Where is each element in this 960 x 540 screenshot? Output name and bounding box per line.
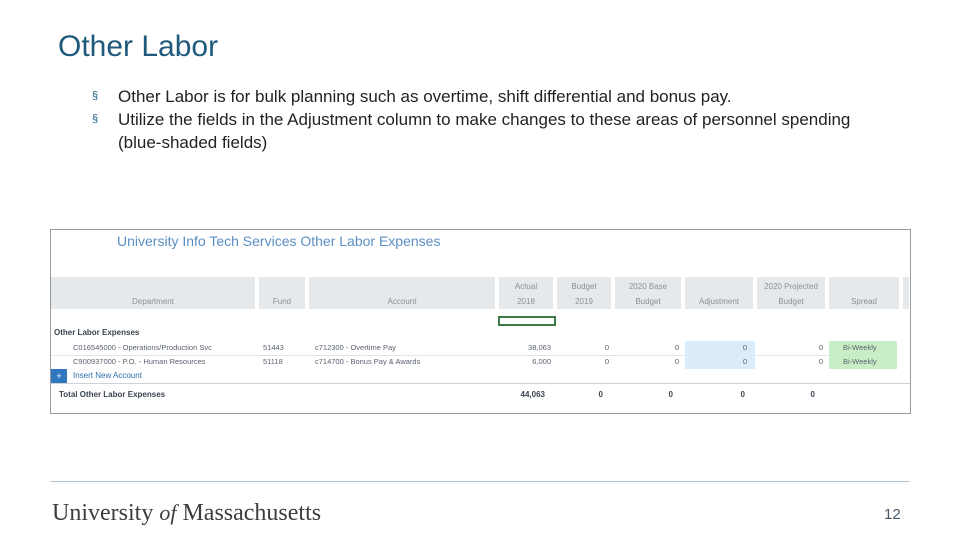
- header-line2: 2019: [575, 297, 593, 306]
- total-adjustment: 0: [740, 390, 745, 399]
- page-number: 12: [884, 506, 901, 523]
- cell-department: C900937000 - P.O. - Human Resources: [73, 357, 206, 366]
- column-header-spread[interactable]: [829, 277, 901, 309]
- logo-text-1: University: [52, 500, 160, 526]
- university-logo: [52, 500, 321, 527]
- bullet-text: Other Labor is for bulk planning such as overtime, shift differential and bonus pay.: [118, 87, 732, 106]
- section-label: Other Labor Expenses: [54, 328, 140, 337]
- column-header-budget-2019[interactable]: [557, 277, 613, 309]
- selected-cell-outline[interactable]: [498, 316, 556, 326]
- total-label: Total Other Labor Expenses: [59, 390, 166, 399]
- cell-department: C016545000 - Operations/Production Svc: [73, 343, 212, 352]
- spread-select[interactable]: Bi-Weekly: [843, 343, 877, 352]
- bullet-marker: §: [92, 113, 99, 125]
- cell-actual-2018: 6,000: [532, 357, 551, 366]
- adjustment-input[interactable]: 0: [742, 357, 747, 366]
- cell-budget-2019: 0: [604, 357, 609, 366]
- spread-select[interactable]: Bi-Weekly: [843, 357, 877, 366]
- slide-title: Other Labor: [58, 30, 219, 63]
- cell-projected-budget: 0: [818, 343, 823, 352]
- header-line1: Budget: [571, 282, 597, 291]
- header-line2: Fund: [272, 297, 292, 306]
- cell-account: c714700 - Bonus Pay & Awards: [315, 357, 421, 366]
- table-row: [51, 341, 911, 355]
- total-projected-budget: 0: [810, 390, 815, 399]
- insert-new-account-button[interactable]: +: [51, 369, 67, 383]
- table-row: [51, 355, 911, 369]
- cell-budget-2019: 0: [604, 343, 609, 352]
- column-header-adjustment[interactable]: [685, 277, 755, 309]
- column-header-account[interactable]: [309, 277, 497, 309]
- column-header-fund[interactable]: [259, 277, 307, 309]
- column-header-department[interactable]: [51, 277, 257, 309]
- insert-new-account-link[interactable]: Insert New Account: [73, 371, 142, 380]
- header-line2: 2018: [517, 297, 535, 306]
- cell-fund: 51118: [263, 357, 283, 366]
- bullet-marker: §: [92, 90, 99, 102]
- cell-actual-2018: 38,063: [528, 343, 551, 352]
- header-line2: Budget: [778, 297, 804, 306]
- app-title: University Info Tech Services Other Labor Expenses: [117, 233, 441, 249]
- header-line2: Spread: [851, 297, 877, 306]
- row-divider: [51, 383, 911, 384]
- header-line2: Budget: [635, 297, 661, 306]
- header-line1: 2020 Projected: [764, 282, 818, 291]
- bullet-text: Utilize the fields in the Adjustment column to make changes to these areas of personnel spending (blue-shaded fields): [118, 110, 851, 152]
- app-screenshot: [50, 229, 911, 414]
- cell-base-budget: 0: [674, 357, 679, 366]
- adjustment-input[interactable]: 0: [742, 343, 747, 352]
- logo-text-2: of: [159, 500, 177, 525]
- column-header-projected-budget[interactable]: [757, 277, 827, 309]
- total-row: [51, 388, 911, 402]
- cell-projected-budget: 0: [818, 357, 823, 366]
- cell-base-budget: 0: [674, 343, 679, 352]
- logo-text-3: Massachusetts: [176, 500, 322, 526]
- cell-account: c712300 - Overtime Pay: [315, 343, 396, 352]
- footer-divider: [50, 481, 910, 482]
- total-base-budget: 0: [668, 390, 673, 399]
- total-budget-2019: 0: [598, 390, 603, 399]
- column-header-extra: [903, 277, 911, 309]
- header-line1: 2020 Base: [628, 282, 668, 291]
- bullet-item: [92, 85, 872, 108]
- total-actual-2018: 44,063: [520, 390, 545, 399]
- header-line2: Adjustment: [698, 297, 740, 306]
- header-line1: Actual: [514, 282, 538, 291]
- header-line2: Account: [387, 297, 417, 306]
- cell-fund: 51443: [263, 343, 284, 352]
- column-header-actual-2018[interactable]: [499, 277, 555, 309]
- bullet-item: [92, 108, 872, 154]
- column-header-base-budget[interactable]: [615, 277, 683, 309]
- bullet-list: [92, 85, 872, 154]
- header-line2: Department: [132, 297, 174, 306]
